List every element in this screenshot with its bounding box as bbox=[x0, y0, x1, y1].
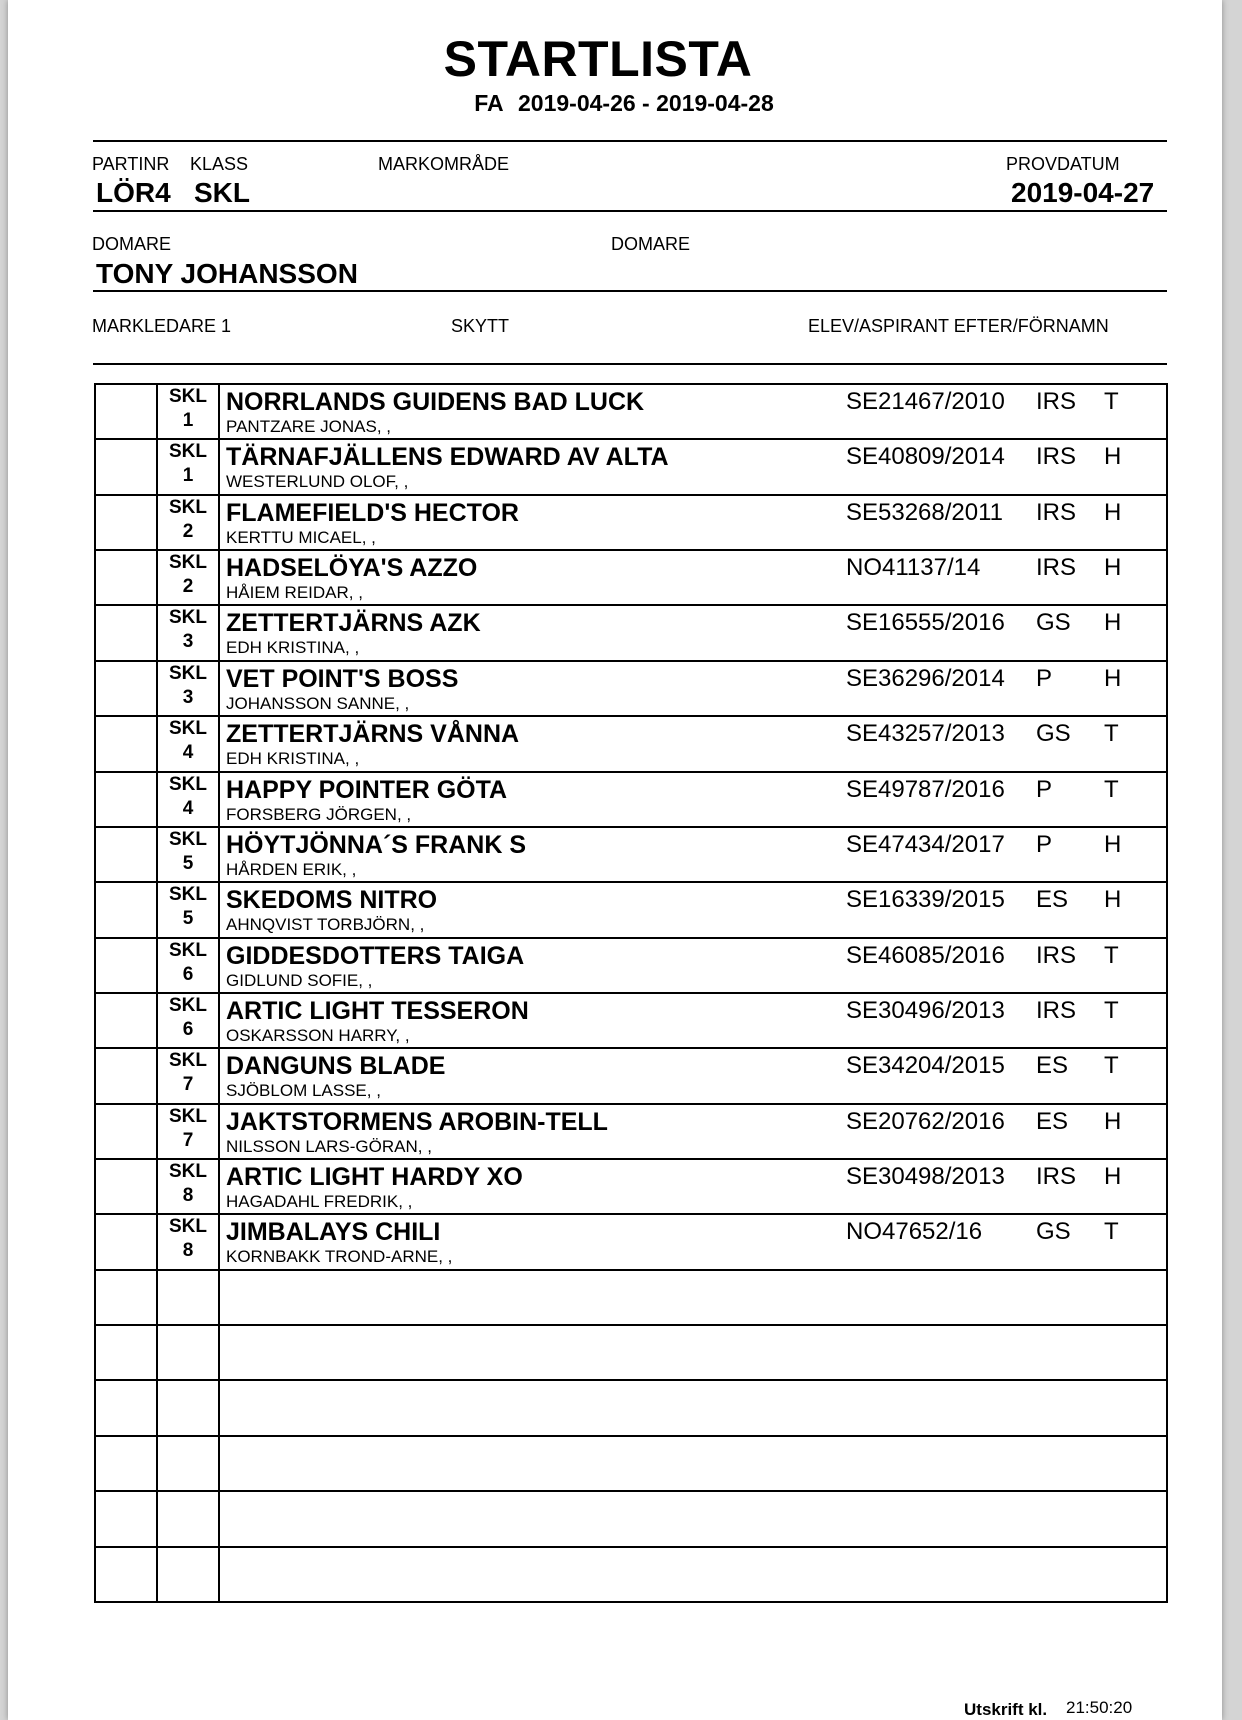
class-cell bbox=[157, 827, 219, 882]
event-code: FA bbox=[474, 90, 504, 116]
dog-cell bbox=[219, 772, 1167, 827]
entry-class: SKL bbox=[169, 552, 207, 574]
blank-cell bbox=[95, 439, 157, 494]
blank-cell bbox=[95, 1159, 157, 1214]
dog-cell bbox=[219, 1159, 1167, 1214]
sex-code: T bbox=[1104, 996, 1119, 1024]
registration-number: SE16339/2015 bbox=[846, 886, 1005, 914]
dog-cell bbox=[219, 661, 1167, 716]
entry-class: SKL bbox=[169, 884, 207, 906]
dog-cell bbox=[219, 1380, 1167, 1435]
owner-name: HÅRDEN ERIK, , bbox=[226, 859, 357, 879]
empty-row bbox=[95, 1491, 1167, 1546]
sex-code: H bbox=[1104, 886, 1122, 914]
event-subtitle bbox=[8, 90, 1240, 117]
entry-class: SKL bbox=[169, 994, 207, 1016]
entry-class: SKL bbox=[169, 607, 207, 629]
sex-code: H bbox=[1104, 554, 1122, 582]
breed-code: ES bbox=[1036, 1107, 1069, 1135]
class-cell bbox=[157, 1159, 219, 1214]
entry-row bbox=[95, 661, 1167, 716]
entry-row bbox=[95, 772, 1167, 827]
breed-code: IRS bbox=[1036, 388, 1077, 415]
owner-name: AHNQVIST TORBJÖRN, , bbox=[226, 915, 425, 935]
class-cell bbox=[157, 605, 219, 660]
domare1-label: DOMARE bbox=[92, 234, 172, 254]
entry-pair-number: 6 bbox=[182, 963, 194, 985]
blank-cell bbox=[95, 550, 157, 605]
class-cell bbox=[157, 882, 219, 937]
entry-class: SKL bbox=[169, 1050, 207, 1072]
dog-cell bbox=[219, 882, 1167, 937]
entry-row bbox=[95, 1159, 1167, 1214]
class-cell bbox=[157, 1214, 219, 1269]
entry-row bbox=[95, 439, 1167, 494]
print-time-label: Utskrift kl. bbox=[964, 1700, 1048, 1719]
entry-pair-number: 1 bbox=[182, 410, 194, 431]
owner-name: HÅIEM REIDAR, , bbox=[226, 583, 363, 603]
dog-name: TÄRNAFJÄLLENS EDWARD AV ALTA bbox=[226, 443, 669, 472]
breed-code: P bbox=[1036, 775, 1053, 803]
dog-name: JIMBALAYS CHILI bbox=[226, 1218, 441, 1247]
entry-class: SKL bbox=[169, 662, 207, 684]
sex-code: H bbox=[1104, 443, 1122, 471]
dog-name: NORRLANDS GUIDENS BAD LUCK bbox=[226, 388, 645, 416]
divider bbox=[93, 290, 1167, 292]
blank-cell bbox=[95, 1547, 157, 1602]
blank-cell bbox=[95, 661, 157, 716]
domare1-value: TONY JOHANSSON bbox=[96, 258, 358, 289]
owner-name: JOHANSSON SANNE, , bbox=[226, 693, 410, 713]
markledare-label: MARKLEDARE 1 bbox=[92, 316, 232, 336]
entry-pair-number: 2 bbox=[182, 520, 194, 542]
dog-cell bbox=[219, 1270, 1167, 1325]
domare2-label: DOMARE bbox=[611, 234, 691, 254]
dog-cell bbox=[219, 605, 1167, 660]
entry-pair-number: 1 bbox=[182, 465, 194, 487]
entry-pair-number: 3 bbox=[182, 631, 194, 653]
class-cell bbox=[157, 550, 219, 605]
breed-code: P bbox=[1036, 830, 1053, 858]
dog-name: ZETTERTJÄRNS AZK bbox=[226, 609, 481, 638]
divider bbox=[93, 140, 1167, 142]
class-cell bbox=[157, 1104, 219, 1159]
class-cell bbox=[157, 716, 219, 771]
dog-cell bbox=[219, 716, 1167, 771]
owner-name: EDH KRISTINA, , bbox=[226, 638, 360, 658]
entry-pair-number: 4 bbox=[182, 742, 194, 764]
class-cell bbox=[157, 439, 219, 494]
dog-name: GIDDESDOTTERS TAIGA bbox=[226, 941, 525, 970]
dog-cell bbox=[219, 1547, 1167, 1602]
blank-cell bbox=[95, 1325, 157, 1380]
breed-code: IRS bbox=[1036, 941, 1077, 969]
registration-number: NO41137/14 bbox=[846, 554, 981, 582]
blank-cell bbox=[95, 1380, 157, 1435]
entry-row bbox=[95, 605, 1167, 660]
registration-number: SE49787/2016 bbox=[846, 775, 1005, 803]
entry-class: SKL bbox=[169, 939, 207, 961]
entry-class: SKL bbox=[169, 828, 207, 850]
registration-number: SE36296/2014 bbox=[846, 664, 1005, 692]
sex-code: T bbox=[1104, 1052, 1119, 1080]
owner-name: NILSSON LARS-GÖRAN, , bbox=[226, 1136, 432, 1156]
startlist-table bbox=[94, 383, 1168, 1603]
sex-code: H bbox=[1104, 664, 1122, 692]
registration-number: SE43257/2013 bbox=[846, 720, 1005, 748]
sex-code: H bbox=[1104, 1107, 1122, 1135]
entry-row bbox=[95, 882, 1167, 937]
entry-pair-number: 3 bbox=[182, 686, 194, 708]
class-cell bbox=[157, 1380, 219, 1435]
entry-pair-number: 6 bbox=[182, 1018, 194, 1040]
class-cell bbox=[157, 661, 219, 716]
partinr-value: LÖR4 bbox=[96, 177, 171, 208]
dog-cell bbox=[219, 1048, 1167, 1103]
owner-name: GIDLUND SOFIE, , bbox=[226, 970, 373, 990]
registration-number: SE30496/2013 bbox=[846, 996, 1005, 1024]
dog-cell bbox=[219, 495, 1167, 550]
owner-name: KORNBAKK TROND-ARNE, , bbox=[226, 1247, 453, 1267]
sex-code: H bbox=[1104, 609, 1122, 637]
empty-row bbox=[95, 1436, 1167, 1491]
blank-cell bbox=[95, 772, 157, 827]
owner-name: OSKARSSON HARRY, , bbox=[226, 1025, 410, 1045]
class-cell bbox=[157, 1325, 219, 1380]
dog-name: FLAMEFIELD'S HECTOR bbox=[226, 498, 519, 527]
entry-pair-number: 5 bbox=[182, 908, 194, 930]
entry-class: SKL bbox=[169, 773, 207, 795]
blank-cell bbox=[95, 495, 157, 550]
entry-row bbox=[95, 1104, 1167, 1159]
breed-code: IRS bbox=[1036, 554, 1077, 582]
dog-name: ARTIC LIGHT HARDY XO bbox=[226, 1163, 523, 1192]
print-time-value: 21:50:20 bbox=[1066, 1698, 1133, 1717]
sex-code: T bbox=[1104, 941, 1119, 969]
empty-row bbox=[95, 1380, 1167, 1435]
registration-number: SE30498/2013 bbox=[846, 1163, 1005, 1191]
blank-cell bbox=[95, 605, 157, 660]
entry-row bbox=[95, 827, 1167, 882]
elev-label: ELEV/ASPIRANT EFTER/FÖRNAMN bbox=[808, 316, 1109, 336]
entry-class: SKL bbox=[169, 1105, 207, 1127]
entry-row bbox=[95, 938, 1167, 993]
registration-number: SE20762/2016 bbox=[846, 1107, 1005, 1135]
entry-row bbox=[95, 1214, 1167, 1269]
blank-cell bbox=[95, 1104, 157, 1159]
class-cell bbox=[157, 1048, 219, 1103]
dog-cell bbox=[219, 439, 1167, 494]
event-dates: 2019-04-26 - 2019-04-28 bbox=[518, 90, 774, 116]
registration-number: SE40809/2014 bbox=[846, 443, 1005, 471]
owner-name: PANTZARE JONAS, , bbox=[226, 417, 391, 436]
dog-cell bbox=[219, 1104, 1167, 1159]
entry-row bbox=[95, 495, 1167, 550]
sex-code: T bbox=[1104, 388, 1119, 415]
blank-cell bbox=[95, 827, 157, 882]
skytt-label: SKYTT bbox=[451, 316, 510, 336]
entry-pair-number: 8 bbox=[182, 1185, 194, 1207]
partinr-label: PARTINR bbox=[92, 154, 170, 174]
entry-row bbox=[95, 384, 1167, 439]
dog-name: HADSELÖYA'S AZZO bbox=[226, 554, 478, 583]
dog-cell bbox=[219, 384, 1167, 439]
divider bbox=[93, 363, 1167, 365]
blank-cell bbox=[95, 716, 157, 771]
entry-pair-number: 8 bbox=[182, 1240, 194, 1262]
owner-name: KERTTU MICAEL, , bbox=[226, 527, 376, 547]
sex-code: T bbox=[1104, 720, 1119, 748]
provdatum-value: 2019-04-27 bbox=[1011, 177, 1155, 208]
document-page bbox=[8, 0, 1222, 1720]
class-cell bbox=[157, 993, 219, 1048]
breed-code: GS bbox=[1036, 1218, 1071, 1246]
dog-cell bbox=[219, 1325, 1167, 1380]
sex-code: H bbox=[1104, 830, 1122, 858]
blank-cell bbox=[95, 1048, 157, 1103]
sex-code: T bbox=[1104, 775, 1119, 803]
entry-row bbox=[95, 550, 1167, 605]
sex-code: H bbox=[1104, 498, 1122, 526]
dog-cell bbox=[219, 1491, 1167, 1546]
entry-class: SKL bbox=[169, 1161, 207, 1183]
breed-code: IRS bbox=[1036, 443, 1077, 471]
entry-pair-number: 7 bbox=[182, 1129, 194, 1151]
dog-cell bbox=[219, 827, 1167, 882]
breed-code: ES bbox=[1036, 1052, 1069, 1080]
registration-number: SE34204/2015 bbox=[846, 1052, 1005, 1080]
blank-cell bbox=[95, 1214, 157, 1269]
dog-name: DANGUNS BLADE bbox=[226, 1052, 446, 1081]
registration-number: SE53268/2011 bbox=[846, 498, 1004, 526]
empty-row bbox=[95, 1270, 1167, 1325]
blank-cell bbox=[95, 938, 157, 993]
class-cell bbox=[157, 1270, 219, 1325]
dog-name: ARTIC LIGHT TESSERON bbox=[226, 996, 529, 1025]
registration-number: NO47652/16 bbox=[846, 1218, 983, 1246]
dog-name: HÖYTJÖNNA´S FRANK S bbox=[226, 830, 527, 859]
owner-name: FORSBERG JÖRGEN, , bbox=[226, 804, 412, 824]
klass-label: KLASS bbox=[190, 154, 249, 174]
dog-cell bbox=[219, 938, 1167, 993]
dog-name: ZETTERTJÄRNS VÅNNA bbox=[226, 720, 520, 749]
class-cell bbox=[157, 495, 219, 550]
entry-pair-number: 2 bbox=[182, 576, 194, 598]
blank-cell bbox=[95, 1270, 157, 1325]
class-cell bbox=[157, 1547, 219, 1602]
entry-pair-number: 4 bbox=[182, 797, 194, 819]
dog-name: VET POINT'S BOSS bbox=[226, 664, 459, 693]
empty-row bbox=[95, 1325, 1167, 1380]
class-cell bbox=[157, 1436, 219, 1491]
dog-name: SKEDOMS NITRO bbox=[226, 886, 438, 915]
breed-code: IRS bbox=[1036, 1163, 1077, 1191]
entry-pair-number: 5 bbox=[182, 852, 194, 874]
class-cell bbox=[157, 772, 219, 827]
entry-class: SKL bbox=[169, 718, 207, 740]
registration-number: SE46085/2016 bbox=[846, 941, 1005, 969]
blank-cell bbox=[95, 384, 157, 439]
class-cell bbox=[157, 1491, 219, 1546]
class-cell bbox=[157, 384, 219, 439]
entry-row bbox=[95, 1048, 1167, 1103]
breed-code: ES bbox=[1036, 886, 1069, 914]
empty-row bbox=[95, 1547, 1167, 1602]
klass-value: SKL bbox=[194, 177, 250, 208]
provdatum-label: PROVDATUM bbox=[1006, 154, 1120, 174]
blank-cell bbox=[95, 993, 157, 1048]
entry-class: SKL bbox=[169, 1216, 207, 1238]
registration-number: SE21467/2010 bbox=[846, 388, 1005, 415]
dog-cell bbox=[219, 1436, 1167, 1491]
owner-name: SJÖBLOM LASSE, , bbox=[226, 1081, 381, 1101]
sex-code: T bbox=[1104, 1218, 1119, 1246]
dog-name: JAKTSTORMENS AROBIN-TELL bbox=[226, 1107, 608, 1136]
blank-cell bbox=[95, 882, 157, 937]
dog-name: HAPPY POINTER GÖTA bbox=[226, 775, 508, 804]
divider bbox=[93, 210, 1167, 212]
dog-cell bbox=[219, 1214, 1167, 1269]
entry-class: SKL bbox=[169, 441, 207, 463]
entry-row bbox=[95, 993, 1167, 1048]
blank-cell bbox=[95, 1491, 157, 1546]
page-title: STARTLISTA bbox=[443, 31, 753, 87]
registration-number: SE16555/2016 bbox=[846, 609, 1005, 637]
entry-class: SKL bbox=[169, 386, 207, 407]
breed-code: GS bbox=[1036, 609, 1071, 637]
blank-cell bbox=[95, 1436, 157, 1491]
entry-pair-number: 7 bbox=[182, 1074, 194, 1096]
breed-code: IRS bbox=[1036, 996, 1077, 1024]
breed-code: P bbox=[1036, 664, 1053, 692]
markomrade-label: MARKOMRÅDE bbox=[378, 154, 510, 174]
sex-code: H bbox=[1104, 1163, 1122, 1191]
breed-code: IRS bbox=[1036, 498, 1077, 526]
registration-number: SE47434/2017 bbox=[846, 830, 1005, 858]
breed-code: GS bbox=[1036, 720, 1071, 748]
dog-cell bbox=[219, 993, 1167, 1048]
owner-name: WESTERLUND OLOF, , bbox=[226, 472, 409, 492]
owner-name: HAGADAHL FREDRIK, , bbox=[226, 1192, 413, 1212]
entry-row bbox=[95, 716, 1167, 771]
entry-class: SKL bbox=[169, 496, 207, 518]
class-cell bbox=[157, 938, 219, 993]
dog-cell bbox=[219, 550, 1167, 605]
owner-name: EDH KRISTINA, , bbox=[226, 749, 360, 769]
